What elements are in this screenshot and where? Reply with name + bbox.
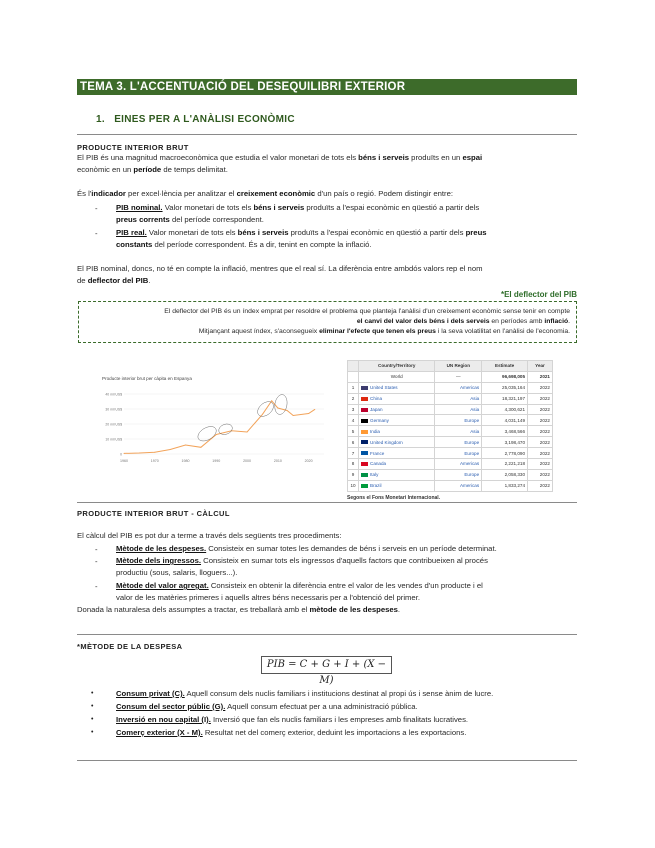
- country-cell: Germany: [359, 415, 435, 426]
- col-estimate: Estimate: [482, 361, 528, 372]
- annotation-circle: [217, 422, 234, 436]
- divider: [77, 134, 577, 135]
- rank-cell: 1: [348, 382, 359, 393]
- component-public-consumption: Consum del sector públic (G). Aquell consum efectuat per a una administració pública.: [116, 702, 418, 711]
- country-cell: Canada: [359, 459, 435, 470]
- component-investment: Inversió en nou capital (I). Inversió que fan els nuclis familiars i les empreses amb finalitats lucratives.: [116, 715, 469, 724]
- gdp-ranking-table: [347, 360, 553, 501]
- col-country: Country/Territory: [359, 361, 435, 372]
- data-point: [124, 453, 125, 454]
- data-point: [308, 413, 309, 414]
- x-tick-label: 2000: [243, 459, 252, 463]
- region-cell: Americas: [435, 459, 482, 470]
- topic-title: TEMA 3. L'ACCENTUACIÓ DEL DESEQUILIBRI EXTERIOR: [77, 79, 577, 95]
- component-private-consumption: Consum privat (C). Aquell consum dels nuclis familiars i institucions destinat al propi ús i sense ànim de lucre.: [116, 689, 494, 698]
- deflator-label: *El deflector del PIB: [500, 290, 577, 299]
- rank-cell: 8: [348, 459, 359, 470]
- table-row: [348, 448, 553, 459]
- annotation-circle: [195, 424, 218, 444]
- region-cell: Europe: [435, 437, 482, 448]
- country-cell: Japan: [359, 404, 435, 415]
- divider: [77, 502, 577, 503]
- region-cell: Asia: [435, 393, 482, 404]
- flag-icon: [361, 473, 368, 477]
- rank-cell: 5: [348, 426, 359, 437]
- estimate-cell: 4,300,621: [482, 404, 528, 415]
- year-cell: 2022: [528, 404, 553, 415]
- estimate-cell: 2,778,090: [482, 448, 528, 459]
- country-cell: Brazil: [359, 480, 435, 491]
- series-line: [124, 401, 315, 454]
- data-point: [139, 452, 140, 453]
- calc-conclusion: Donada la naturalesa dels assumptes a tractar, es treballarà amb el mètode de les despeses.: [77, 605, 401, 614]
- rank-cell: 2: [348, 393, 359, 404]
- data-point: [271, 400, 272, 401]
- divider: [77, 760, 577, 761]
- data-point: [262, 414, 263, 415]
- estimate-cell: 25,035,164: [482, 382, 528, 393]
- year-cell: 2022: [528, 480, 553, 491]
- data-point: [200, 447, 201, 448]
- y-tick-label: 0: [120, 452, 122, 457]
- region-cell: Americas: [435, 382, 482, 393]
- region-cell: Europe: [435, 448, 482, 459]
- pib-heading: PRODUCTE INTERIOR BRUT: [77, 143, 189, 152]
- flag-icon: [361, 408, 368, 412]
- x-tick-label: 1960: [120, 459, 128, 463]
- rank-cell: 10: [348, 480, 359, 491]
- data-point: [216, 434, 217, 435]
- calc-intro: El càlcul del PIB es pot dur a terme a través dels següents tres procediments:: [77, 531, 342, 540]
- estimate-cell: 2,221,218: [482, 459, 528, 470]
- estimate-cell: 3,468,566: [482, 426, 528, 437]
- estimate-cell: 4,031,149: [482, 415, 528, 426]
- x-tick-label: 1970: [150, 459, 159, 463]
- pib-nominal-item: PIB nominal. Valor monetari de tots els béns i serveis produïts a l'espai econòmic en qüestió a partir dels preus corrents del període correspondent.: [116, 203, 480, 224]
- gdp-formula: PIB = C + G + I + (X − M): [261, 656, 392, 674]
- method-income: Mètode dels ingressos. Consisteix en sumar tots els ingressos d'aquells factors que contribueixen al procés productiu (sous, salaris, lloguers...).: [116, 556, 488, 577]
- y-tick-label: 40 mil US$: [105, 392, 122, 397]
- year-cell: 2022: [528, 448, 553, 459]
- table-caption: Segons el Fons Monetari Internacional.: [347, 494, 441, 501]
- pib-indicator-paragraph: És l'indicador per excel·lència per analitzar el creixement econòmic d'un país o regió. Podem distingir entre:: [77, 189, 453, 198]
- flag-icon: [361, 440, 368, 444]
- pib-real-item: PIB real. Valor monetari de tots els béns i serveis produïts a l'espai econòmic en qüestió a partir dels preus constants del període correspondent. És a dir, tenint en compte la inflació.: [116, 228, 487, 249]
- flag-icon: [361, 419, 368, 423]
- rank-cell: 9: [348, 469, 359, 480]
- flag-icon: [361, 430, 368, 434]
- estimate-cell: 1,833,274: [482, 480, 528, 491]
- x-tick-label: 2020: [304, 459, 313, 463]
- component-foreign-trade: Comerç exterior (X - M). Resultat net del comerç exterior, deduint les importacions a les exportacions.: [116, 728, 467, 737]
- data-point: [154, 452, 155, 453]
- region-cell: Asia: [435, 426, 482, 437]
- y-tick-label: 30 mil US$: [105, 407, 122, 412]
- table-row: [348, 415, 553, 426]
- rank-cell: 7: [348, 448, 359, 459]
- col-year: Year: [528, 361, 553, 372]
- country-cell: India: [359, 426, 435, 437]
- rank-cell: 6: [348, 437, 359, 448]
- table-row: [348, 469, 553, 480]
- pib-definition: El PIB és una magnitud macroeconòmica que estudia el valor monetari de tots els béns i serveis produïts en un espai econòmic en un període de temps delimitat.: [77, 153, 483, 174]
- world-region: —: [435, 371, 482, 382]
- col-region: UN Region: [435, 361, 482, 372]
- calc-heading: PRODUCTE INTERIOR BRUT - CÀLCUL: [77, 509, 230, 518]
- data-point: [293, 415, 294, 416]
- table-row: [348, 426, 553, 437]
- data-point: [277, 407, 278, 408]
- data-point: [185, 445, 186, 446]
- country-cell: Italy: [359, 469, 435, 480]
- table-row: [348, 382, 553, 393]
- table-row: [348, 404, 553, 415]
- section-number: 1.: [96, 114, 105, 125]
- year-cell: 2022: [528, 393, 553, 404]
- estimate-cell: 2,058,330: [482, 469, 528, 480]
- gdp-per-capita-chart: [92, 372, 332, 472]
- region-cell: Europe: [435, 415, 482, 426]
- x-tick-label: 2010: [273, 459, 282, 463]
- table-row: [348, 480, 553, 491]
- estimate-cell: 18,321,197: [482, 393, 528, 404]
- table-row: [348, 393, 553, 404]
- x-tick-label: 1990: [212, 459, 221, 463]
- chart-title: Producte interior brut per càpita en Espanya: [102, 376, 192, 381]
- table-row: [348, 437, 553, 448]
- flag-icon: [361, 484, 368, 488]
- region-cell: Americas: [435, 480, 482, 491]
- world-label: World: [359, 371, 435, 382]
- flag-icon: [361, 386, 368, 390]
- year-cell: 2022: [528, 382, 553, 393]
- year-cell: 2022: [528, 415, 553, 426]
- method-expenditure: Mètode de les despeses. Consisteix en sumar totes les demandes de béns i serveis en un període determinat.: [116, 544, 497, 553]
- despesa-heading: *MÈTODE DE LA DESPESA: [77, 642, 183, 651]
- pib-nominal-vs-real: El PIB nominal, doncs, no té en compte la inflació, mentres que el real sí. La diferència entre ambdós valors rep el nom de deflector del PIB.: [77, 264, 483, 285]
- annotation-circle: [273, 394, 288, 416]
- country-cell: United Kingdom: [359, 437, 435, 448]
- estimate-cell: 3,198,470: [482, 437, 528, 448]
- section-heading: [96, 114, 295, 125]
- region-cell: Europe: [435, 469, 482, 480]
- year-cell: 2022: [528, 426, 553, 437]
- year-cell: 2022: [528, 469, 553, 480]
- data-point: [170, 449, 171, 450]
- data-point: [247, 431, 248, 432]
- year-cell: 2022: [528, 459, 553, 470]
- year-cell: 2022: [528, 437, 553, 448]
- y-tick-label: 10 mil US$: [105, 437, 122, 442]
- world-year: 2021: [528, 371, 553, 382]
- world-estimate: 96,698,005: [482, 371, 528, 382]
- y-tick-label: 20 mil US$: [105, 422, 122, 427]
- flag-icon: [361, 451, 368, 455]
- rank-cell: 3: [348, 404, 359, 415]
- deflator-box: El deflector del PIB és un índex emprat per resoldre el problema que planteja l'anàlisi d'un creixement econòmic sense tenir en compte el canvi del valor dels béns i dels serveis en períodes amb inflació. Mitjançant aquest índex, s'aconsegueix eliminar l'efecte que tenen els preus i la seva volatilitat en l'anàlisi de l'economia.: [78, 301, 577, 343]
- country-cell: China: [359, 393, 435, 404]
- section-title: EINES PER A L'ANÀLISI ECONÒMIC: [114, 114, 295, 125]
- country-cell: France: [359, 448, 435, 459]
- flag-icon: [361, 462, 368, 466]
- rank-cell: 4: [348, 415, 359, 426]
- data-point: [314, 409, 315, 410]
- method-value-added: Mètode del valor agregat. Consisteix en obtenir la diferència entre el valor de les vendes d'un producte i el valor de les matèries primeres i aquells altres béns necessaris per a l'obtenció del primer.: [116, 581, 483, 602]
- x-tick-label: 1980: [181, 459, 190, 463]
- country-cell: United States: [359, 382, 435, 393]
- region-cell: Asia: [435, 404, 482, 415]
- chart-svg: [92, 372, 332, 472]
- flag-icon: [361, 397, 368, 401]
- divider: [77, 634, 577, 635]
- table-row: [348, 459, 553, 470]
- data-point: [287, 410, 288, 411]
